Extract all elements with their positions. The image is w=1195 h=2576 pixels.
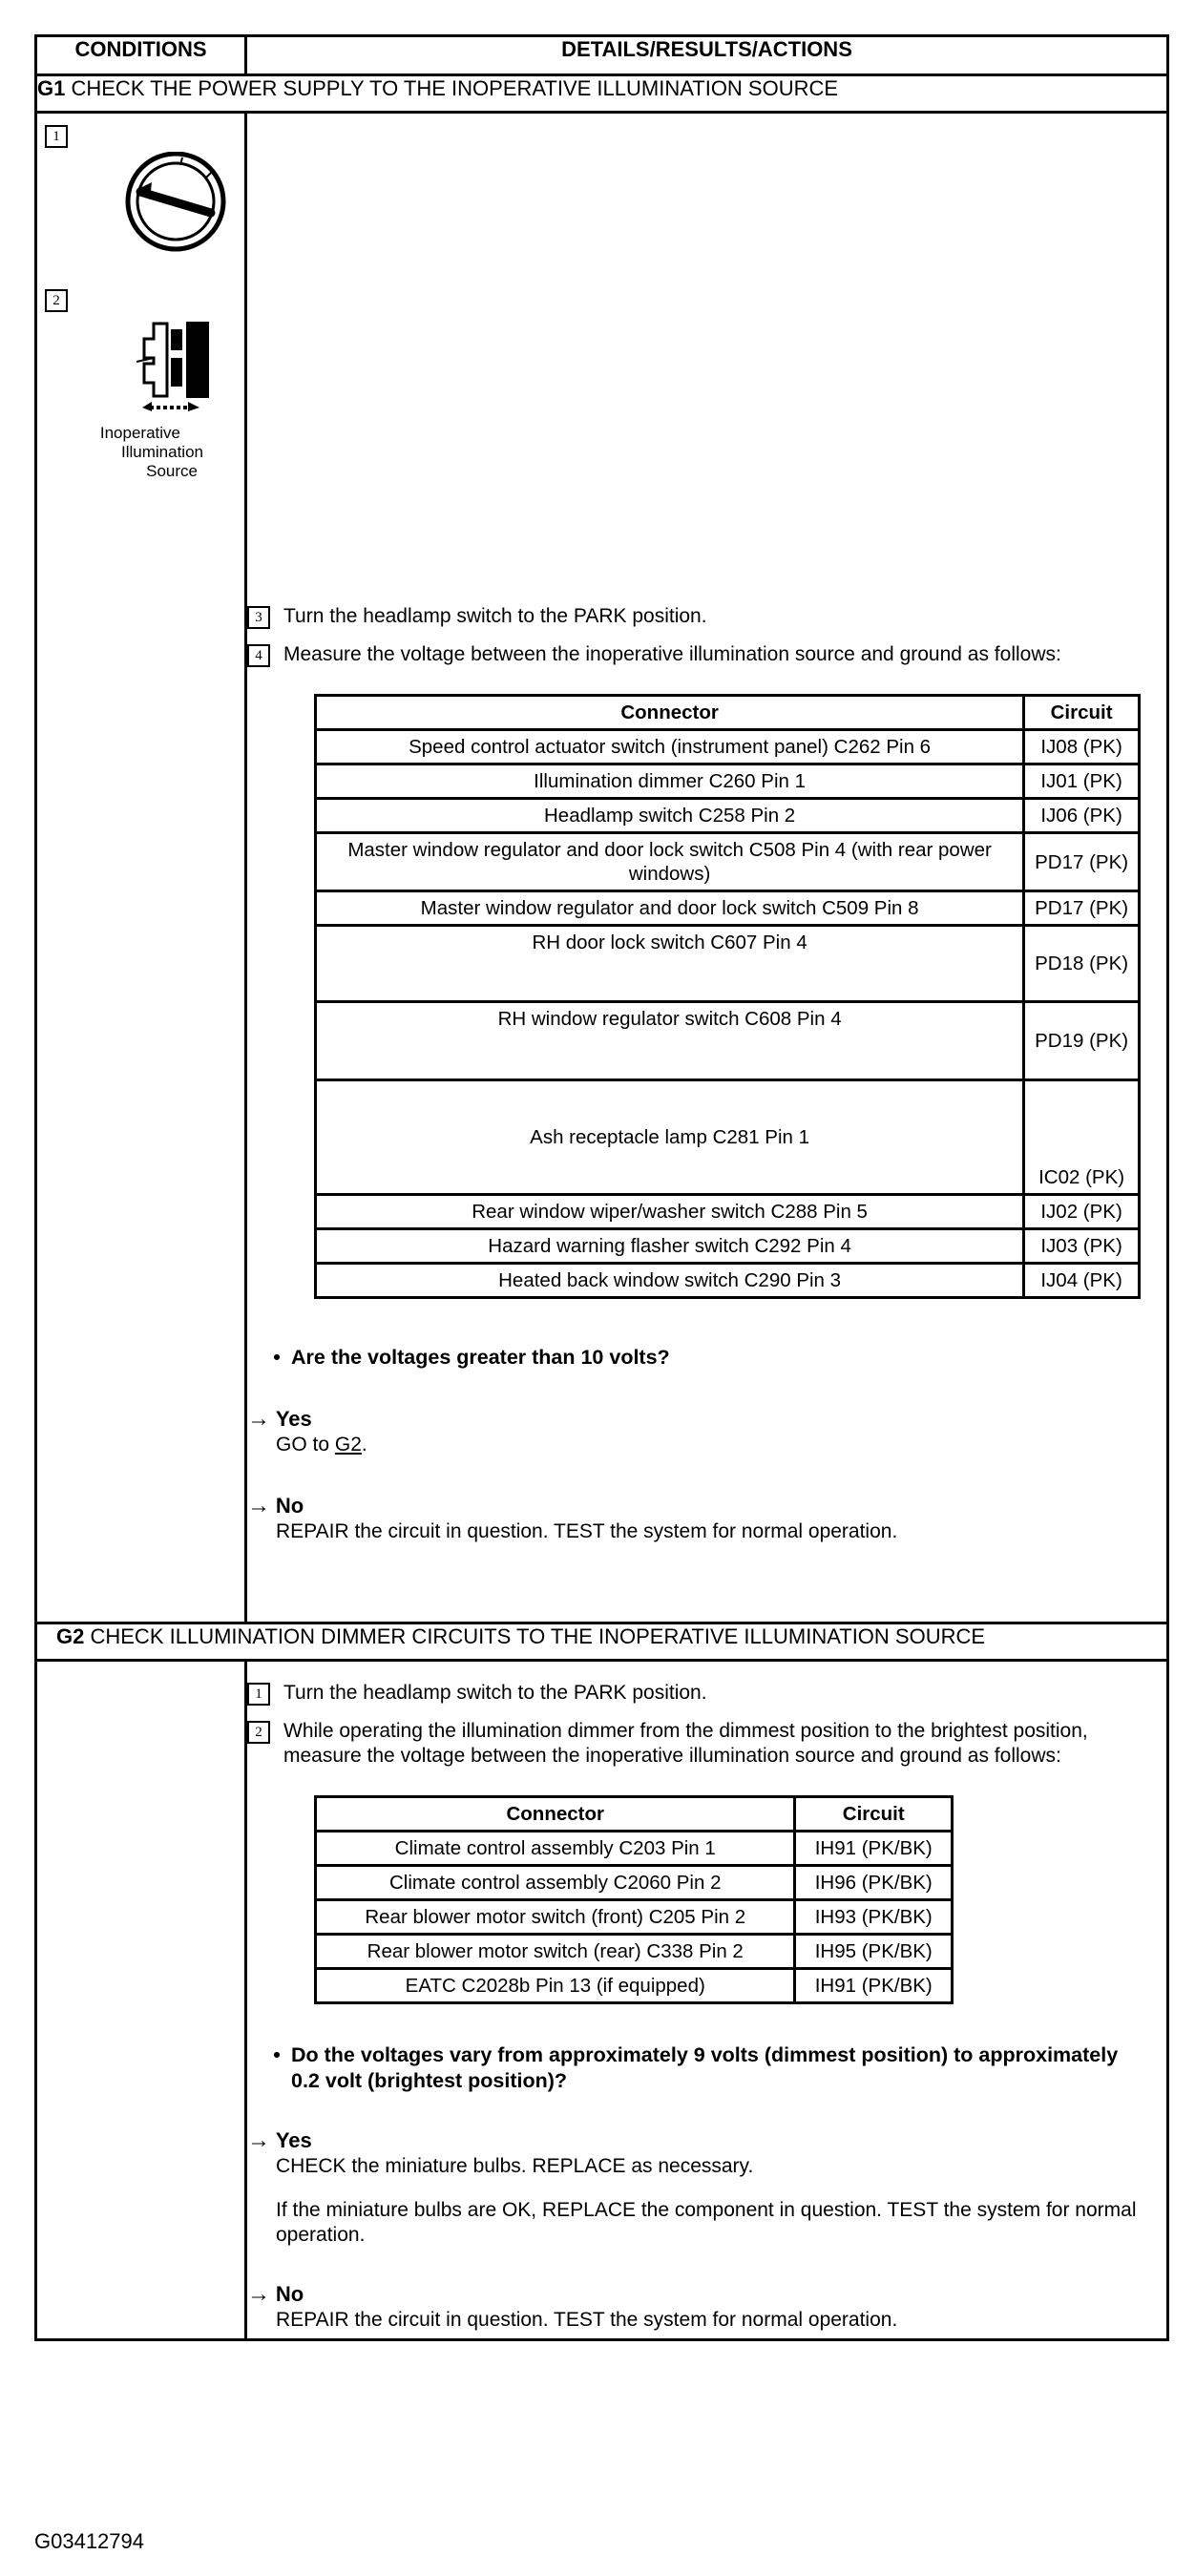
g1-step-3-num: 3 xyxy=(247,606,270,629)
g2-yes-answer xyxy=(247,2128,1166,2248)
details-header: DETAILS/RESULTS/ACTIONS xyxy=(246,36,1168,75)
g1-question-text: Are the voltages greater than 10 volts? xyxy=(291,1346,670,1369)
source-label-line-3: Source xyxy=(146,462,198,480)
g1-title-text: CHECK THE POWER SUPPLY TO THE INOPERATIVE ILLUMINATION SOURCE xyxy=(71,76,839,100)
circuit-cell: PD19 (PK) xyxy=(1024,1002,1140,1080)
circuit-cell: IJ08 (PK) xyxy=(1024,730,1140,764)
g2-step-1-text: Turn the headlamp switch to the PARK position. xyxy=(283,1682,707,1704)
circuit-cell: PD17 (PK) xyxy=(1024,833,1140,891)
connector-cell: Speed control actuator switch (instrument panel) C262 Pin 6 xyxy=(316,730,1024,764)
g2-body-row xyxy=(36,1661,1168,2340)
g2-no-text: REPAIR the circuit in question. TEST the system for normal operation. xyxy=(276,2309,898,2331)
connector-icon xyxy=(133,316,228,411)
g1-step-3-text: Turn the headlamp switch to the PARK position. xyxy=(283,605,707,627)
g1-body-row xyxy=(36,113,1168,1623)
connector-cell: Master window regulator and door lock switch C509 Pin 8 xyxy=(316,891,1024,926)
right-arrow-icon: → xyxy=(247,2127,270,2153)
g1-yes-text: GO to G2. xyxy=(276,1434,367,1456)
g1-no-label: No xyxy=(275,1494,304,1518)
circuit-cell: IC02 (PK) xyxy=(1024,1080,1140,1195)
header-row xyxy=(36,36,1168,75)
g1-yes-answer xyxy=(247,1407,1166,1457)
g1-circuit-header: Circuit xyxy=(1024,696,1140,730)
g2-connector-table xyxy=(314,1795,954,2004)
table-row xyxy=(316,730,1140,764)
g2-conditions xyxy=(36,1661,246,2340)
g2-question-text: Do the voltages vary from approximately 9 volts (dimmest position) to approximately 0.2 volt (brightest position)? xyxy=(291,2043,1119,2092)
g2-yes-text-2: If the miniature bulbs are OK, REPLACE the component in question. TEST the system for normal operation. xyxy=(276,2199,1137,2246)
connector-cell: Illumination dimmer C260 Pin 1 xyxy=(316,764,1024,799)
right-arrow-icon: → xyxy=(247,1406,270,1432)
circuit-cell: IH93 (PK/BK) xyxy=(795,1900,953,1935)
g2-step-1 xyxy=(247,1681,1166,1706)
right-arrow-icon: → xyxy=(247,1493,270,1518)
connector-cell: Master window regulator and door lock switch C508 Pin 4 (with rear power windows) xyxy=(316,833,1024,891)
g2-title-text: CHECK ILLUMINATION DIMMER CIRCUITS TO THE INOPERATIVE ILLUMINATION SOURCE xyxy=(90,1624,986,1648)
g2-link[interactable]: G2 xyxy=(334,1434,362,1456)
table-row xyxy=(316,1229,1140,1264)
g1-step-3 xyxy=(247,604,1166,629)
g2-step-2 xyxy=(247,1719,1166,1769)
connector-cell: Climate control assembly C203 Pin 1 xyxy=(316,1832,795,1866)
connector-cell: Ash receptacle lamp C281 Pin 1 xyxy=(316,1080,1024,1195)
table-row xyxy=(316,1969,953,2003)
g2-details xyxy=(246,1661,1168,2340)
source-label-line-2: Illumination xyxy=(121,443,203,461)
connector-cell: Rear blower motor switch (front) C205 Pin 2 xyxy=(316,1900,795,1935)
g2-question: • Do the voltages vary from approximately 9 volts (dimmest position) to approximately 0.2 volt (brightest position)? xyxy=(262,2042,1166,2094)
circuit-cell: IH91 (PK/BK) xyxy=(795,1969,953,2003)
g1-question: • Are the voltages greater than 10 volts? xyxy=(273,1346,670,1369)
connector-cell: EATC C2028b Pin 13 (if equipped) xyxy=(316,1969,795,2003)
g1-step-4-text: Measure the voltage between the inoperative illumination source and ground as follows: xyxy=(283,643,1061,665)
g2-code: G2 xyxy=(56,1624,85,1648)
connector-cell: Rear window wiper/washer switch C288 Pin 5 xyxy=(316,1195,1024,1229)
g1-title-row xyxy=(36,75,1168,113)
table-row xyxy=(316,926,1140,1002)
table-row xyxy=(316,1080,1140,1195)
g1-conditions xyxy=(36,113,246,1623)
g2-step-2-num: 2 xyxy=(247,1721,270,1744)
g1-connector-table xyxy=(314,694,1141,1299)
table-row xyxy=(316,1832,953,1866)
circuit-cell: IH95 (PK/BK) xyxy=(795,1935,953,1969)
source-label xyxy=(37,424,219,481)
figure-id: G03412794 xyxy=(34,2529,144,2553)
circuit-cell: PD17 (PK) xyxy=(1024,891,1140,926)
connector-cell: Hazard warning flasher switch C292 Pin 4 xyxy=(316,1229,1024,1264)
g1-step-4 xyxy=(247,642,1166,667)
g1-no-text: REPAIR the circuit in question. TEST the system for normal operation. xyxy=(276,1520,898,1542)
table-row xyxy=(316,1002,1140,1080)
g2-title xyxy=(36,1623,1168,1661)
table-row xyxy=(316,764,1140,799)
g2-no-answer xyxy=(247,2282,1166,2338)
g1-yes-label: Yes xyxy=(275,1407,312,1431)
g2-table-header xyxy=(316,1797,953,1832)
table-row xyxy=(316,1195,1140,1229)
connector-cell: Climate control assembly C2060 Pin 2 xyxy=(316,1866,795,1900)
table-row xyxy=(316,833,1140,891)
g1-title xyxy=(36,75,1168,113)
g1-table-header xyxy=(316,696,1140,730)
table-row xyxy=(316,799,1140,833)
g2-title-row xyxy=(36,1623,1168,1661)
g2-yes-label: Yes xyxy=(275,2128,312,2152)
g1-no-answer xyxy=(247,1494,1166,1550)
right-arrow-icon: → xyxy=(247,2281,270,2307)
g2-connector-header: Connector xyxy=(316,1797,795,1832)
table-row xyxy=(316,1866,953,1900)
connector-cell: Heated back window switch C290 Pin 3 xyxy=(316,1264,1024,1298)
g2-step-2-text: While operating the illumination dimmer from the dimmest position to the brightest position, measure the voltage between the inoperative illumination source and ground as follows: xyxy=(283,1720,1088,1767)
table-row xyxy=(316,891,1140,926)
connector-cell: RH door lock switch C607 Pin 4 xyxy=(316,926,1024,1002)
connector-cell: Rear blower motor switch (rear) C338 Pin 2 xyxy=(316,1935,795,1969)
table-row xyxy=(316,1264,1140,1298)
g1-details xyxy=(246,113,1168,1623)
circuit-cell: IJ04 (PK) xyxy=(1024,1264,1140,1298)
page xyxy=(34,34,1166,2341)
g1-cond-step-1: 1 xyxy=(45,125,68,148)
g2-no-label: No xyxy=(275,2282,304,2306)
ignition-switch-icon xyxy=(123,152,238,257)
table-row xyxy=(316,1935,953,1969)
diagnostic-table xyxy=(34,34,1169,2341)
circuit-cell: IJ02 (PK) xyxy=(1024,1195,1140,1229)
circuit-cell: IH96 (PK/BK) xyxy=(795,1866,953,1900)
g1-step-4-num: 4 xyxy=(247,644,270,667)
circuit-cell: IH91 (PK/BK) xyxy=(795,1832,953,1866)
g2-circuit-header: Circuit xyxy=(795,1797,953,1832)
connector-cell: Headlamp switch C258 Pin 2 xyxy=(316,799,1024,833)
source-label-line-1: Inoperative xyxy=(99,424,180,442)
circuit-cell: IJ01 (PK) xyxy=(1024,764,1140,799)
circuit-cell: PD18 (PK) xyxy=(1024,926,1140,1002)
table-row xyxy=(316,1900,953,1935)
g2-step-1-num: 1 xyxy=(247,1683,270,1706)
g1-code: G1 xyxy=(37,76,66,100)
g1-cond-step-2: 2 xyxy=(45,289,68,312)
circuit-cell: IJ03 (PK) xyxy=(1024,1229,1140,1264)
connector-cell: RH window regulator switch C608 Pin 4 xyxy=(316,1002,1024,1080)
g2-yes-text-1: CHECK the miniature bulbs. REPLACE as necessary. xyxy=(276,2155,754,2177)
g1-connector-header: Connector xyxy=(316,696,1024,730)
circuit-cell: IJ06 (PK) xyxy=(1024,799,1140,833)
conditions-header: CONDITIONS xyxy=(36,36,246,75)
